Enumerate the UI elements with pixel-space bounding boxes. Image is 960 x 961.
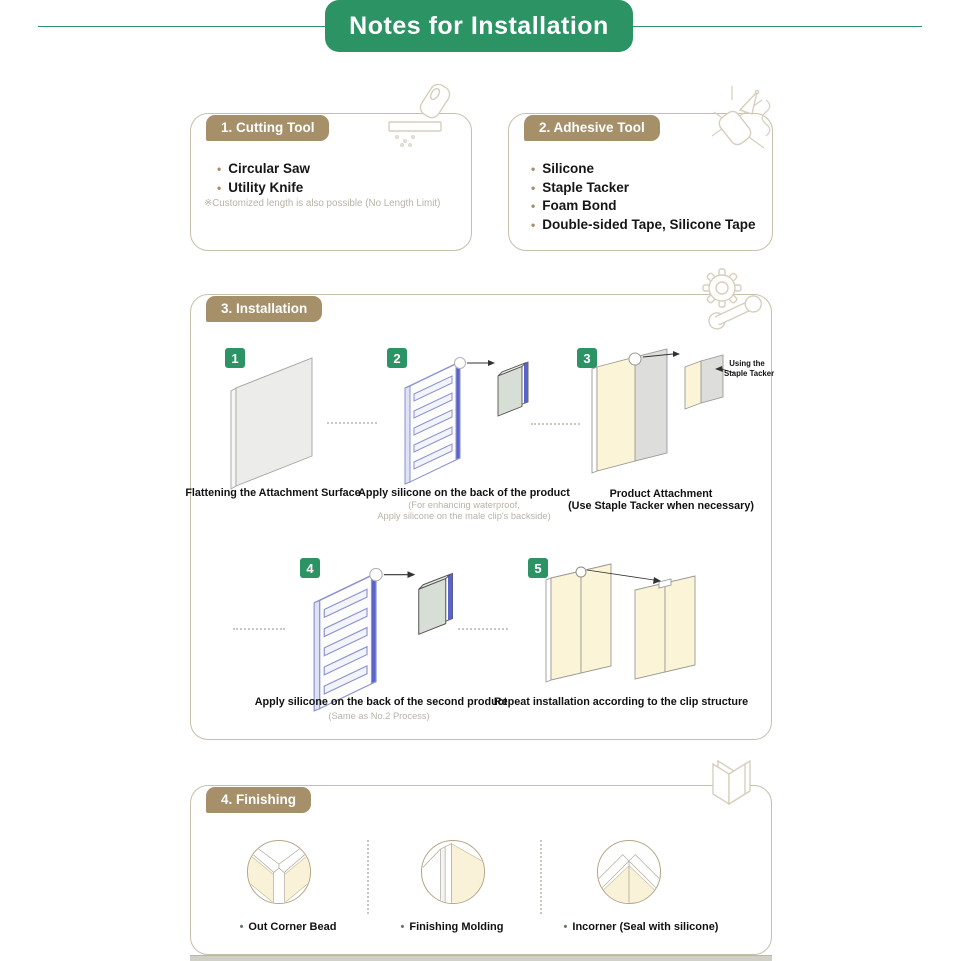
step1-flat-panel-illustration (222, 348, 337, 498)
step4-silicone-illustration (295, 560, 475, 712)
cutting-tool-list (217, 160, 310, 197)
list-item: • Utility Knife (217, 179, 310, 198)
step-number: 1 (225, 348, 245, 368)
dotted-separator (327, 422, 377, 424)
dotted-divider (367, 840, 369, 914)
page-title: Notes for Installation (325, 0, 633, 52)
list-item: • Double-sided Tape, Silicone Tape (531, 216, 756, 235)
cutting-tool-label: 1. Cutting Tool (206, 115, 329, 141)
header-divider-left (38, 26, 325, 27)
annotation-line1: Using the (729, 359, 765, 368)
dotted-separator (531, 423, 580, 425)
step2-subcaption-1: (For enhancing waterproof, (408, 500, 520, 510)
installation-label: 3. Installation (206, 296, 322, 322)
adhesive-tool-label: 2. Adhesive Tool (524, 115, 660, 141)
bottom-strip (190, 955, 772, 961)
dotted-separator (458, 628, 508, 630)
staple-tacker-annotation (724, 359, 775, 379)
cutting-note: ※Customized length is also possible (No Length Limit) (204, 198, 441, 209)
gear-wrench-icon (692, 266, 764, 330)
step-number: 3 (577, 348, 597, 368)
out-corner-bead-illustration (238, 831, 320, 913)
step4-subcaption: (Same as No.2 Process) (328, 711, 430, 721)
saw-icon (383, 84, 455, 150)
step2-caption: Apply silicone on the back of the product (358, 487, 570, 499)
finishing-molding-illustration (412, 831, 494, 913)
list-item: • Staple Tacker (531, 179, 756, 198)
step1-caption: Flattening the Attachment Surface (185, 487, 361, 499)
list-item: • Silicone (531, 160, 756, 179)
step2-silicone-illustration (388, 350, 548, 485)
incorner-illustration (588, 831, 670, 913)
finishing-item-label: • Finishing Molding (401, 921, 504, 933)
step-number: 2 (387, 348, 407, 368)
dotted-separator (233, 628, 285, 630)
finishing-item-label: • Incorner (Seal with silicone) (564, 921, 719, 933)
step-number: 4 (300, 558, 320, 578)
corner-bead-icon (703, 758, 755, 810)
glue-gun-icon (712, 86, 782, 152)
header-divider-right (633, 26, 922, 27)
step3-caption-2: (Use Staple Tacker when necessary) (568, 500, 754, 512)
finishing-item-label: • Out Corner Bead (240, 921, 337, 933)
list-item: • Foam Bond (531, 197, 756, 216)
step4-caption: Apply silicone on the back of the second product (254, 696, 508, 708)
step2-subcaption-2: Apply silicone on the male clip's backside) (377, 511, 551, 521)
annotation-line2: Staple Tacker (724, 369, 775, 379)
step3-attachment-illustration (585, 345, 735, 490)
list-item: • Circular Saw (217, 160, 310, 179)
finishing-label: 4. Finishing (206, 787, 311, 813)
step5-caption: Repeat installation according to the clip structure (493, 696, 749, 708)
step-number: 5 (528, 558, 548, 578)
step3-caption: Product Attachment (609, 488, 713, 500)
step5-repeat-illustration (540, 560, 745, 690)
adhesive-tool-list (531, 160, 756, 234)
dotted-divider (540, 840, 542, 914)
